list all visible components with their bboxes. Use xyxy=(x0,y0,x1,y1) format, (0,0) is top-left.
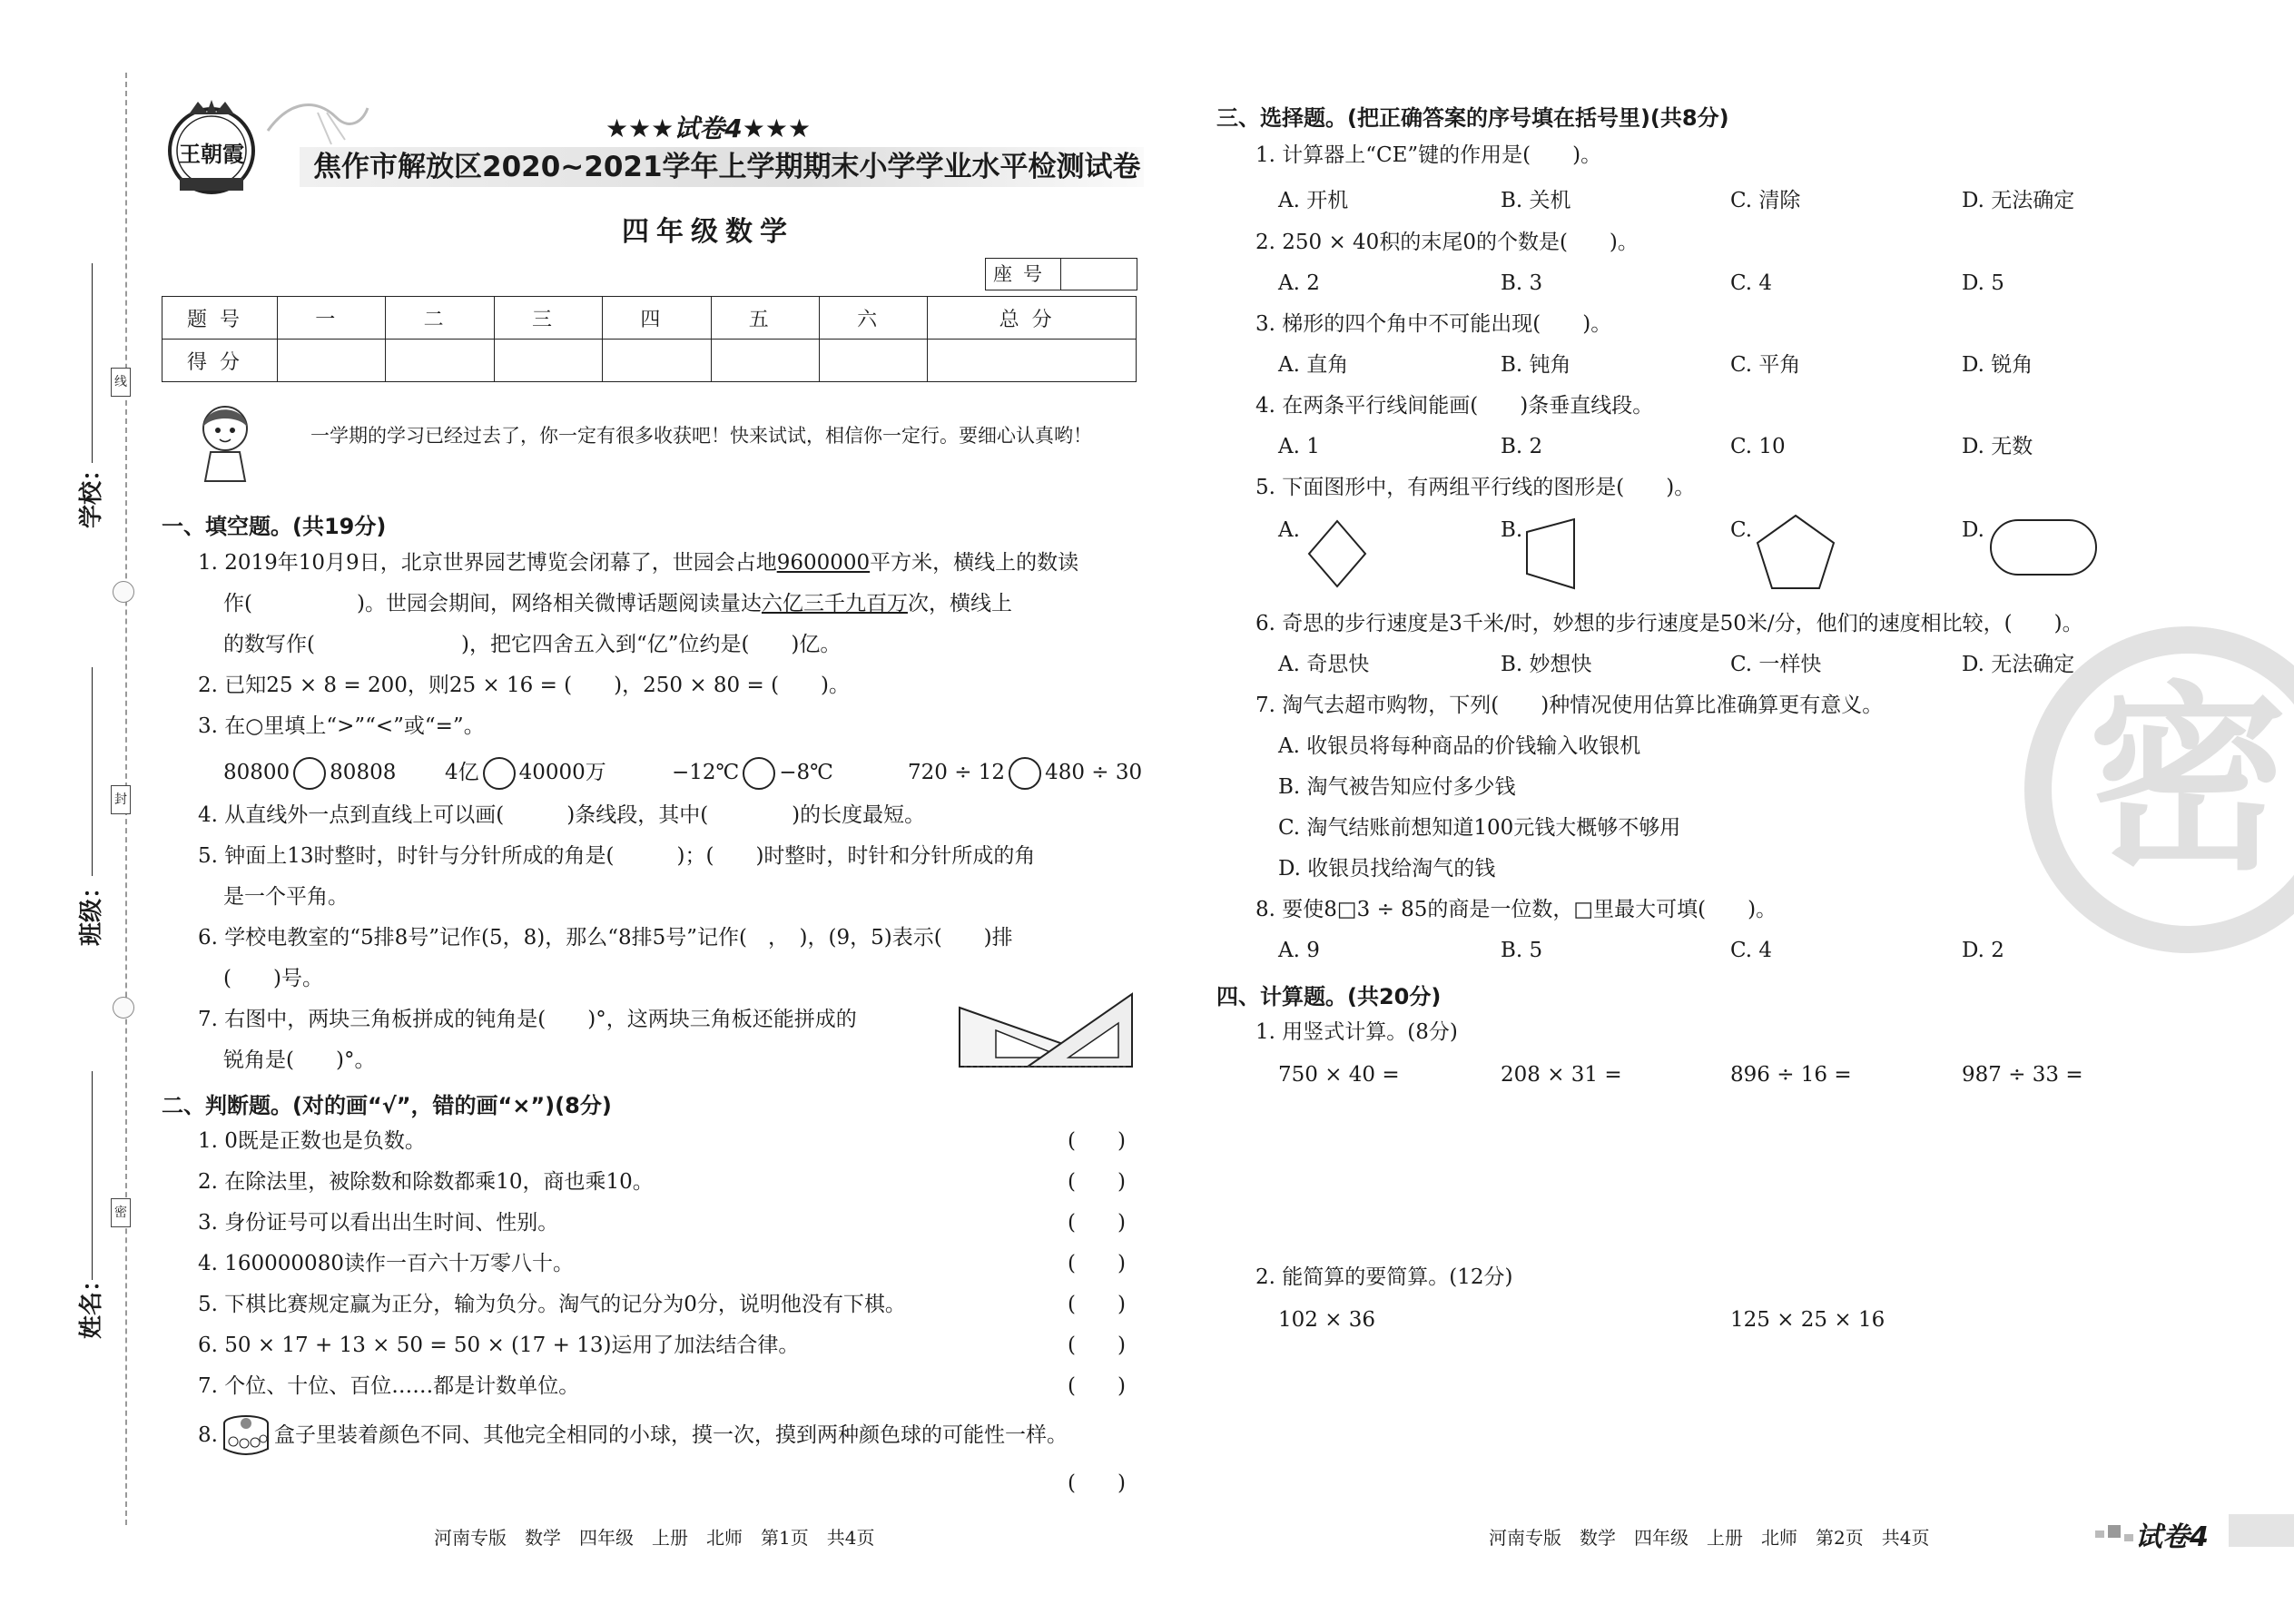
q2: 2. 已知25 × 8 = 200，则25 × 16 = ( )，250 × 80 = ( )。 xyxy=(198,674,851,697)
choice-q5: 5. 下面图形中，有两组平行线的图形是( )。 xyxy=(1255,476,1696,499)
compare-1-b: 80808 xyxy=(330,761,397,784)
seat-input[interactable] xyxy=(1061,259,1137,290)
q1-line-a xyxy=(198,550,1078,576)
pentagon-shape-icon xyxy=(1754,512,1837,594)
score-header-cell: 四 xyxy=(603,297,711,340)
q1b-post: 次，横线上 xyxy=(907,592,1012,615)
q1-line-b xyxy=(223,591,1012,616)
set-squares-figure-icon xyxy=(955,989,1137,1071)
compare-4-b: 480 ÷ 30 xyxy=(1045,761,1143,784)
logo xyxy=(162,98,261,198)
score-cell[interactable] xyxy=(494,340,602,382)
choice-option: D. 无数 xyxy=(1962,435,2033,458)
choice-option: D. 收银员找给淘气的钱 xyxy=(1278,857,1496,881)
choice-q1: 1. 计算器上“CE”键的作用是( )。 xyxy=(1255,143,1602,167)
seat-number-box xyxy=(985,258,1137,290)
calc2-item: 125 × 25 × 16 xyxy=(1730,1308,1885,1332)
intro-text: 一学期的学习已经过去了，你一定有很多收获吧！快来试试，相信你一定行。要细心认真哟！ xyxy=(310,425,1092,447)
q1a-post: 平方米，横线上的数读 xyxy=(870,551,1079,575)
seat-label: 座号 xyxy=(986,259,1061,290)
choice-option: C. 4 xyxy=(1730,271,1773,295)
score-row-label: 得分 xyxy=(162,340,278,382)
section-1-title: 一、填空题。(共19分) xyxy=(162,514,387,539)
choice-option: A. xyxy=(1278,518,1300,542)
choice-option: D. 2 xyxy=(1962,939,2004,962)
score-header-cell: 一 xyxy=(278,297,386,340)
score-cell[interactable] xyxy=(278,340,386,382)
q1b-pre: 作( )。世园会期间，网络相关微博话题阅读量达 xyxy=(223,592,762,615)
compare-2 xyxy=(445,757,606,790)
judge-paren[interactable]: ( ) xyxy=(1068,1374,1126,1398)
calc-sub2: 2. 能简算的要简算。(12分) xyxy=(1255,1265,1513,1289)
compare-circle[interactable] xyxy=(293,757,326,790)
score-cell[interactable] xyxy=(603,340,711,382)
choice-q4: 4. 在两条平行线间能画( )条垂直线段。 xyxy=(1255,394,1654,418)
q6-line-a: 6. 学校电教室的“5排8号”记作(5，8)，那么“8排5号”记作( ， )，(9，5)表示( )排 xyxy=(198,926,1013,950)
compare-3 xyxy=(672,757,833,790)
school-line xyxy=(92,263,93,463)
footer-decor xyxy=(2124,1534,2133,1541)
q1b-number: 六亿三千九百万 xyxy=(761,592,908,615)
choice-option: B. 5 xyxy=(1501,939,1543,962)
choice-option: B. 关机 xyxy=(1501,189,1571,212)
judge-item: 5. 下棋比赛规定赢为正分，输为负分。淘气的记分为0分，说明他没有下棋。 xyxy=(198,1293,906,1316)
compare-3-b: −8℃ xyxy=(779,761,833,784)
judge-item: 3. 身份证号可以看出出生时间、性别。 xyxy=(198,1211,559,1235)
class-line xyxy=(92,667,93,876)
trapezoid-shape-icon xyxy=(1523,516,1578,592)
calc-item: 750 × 40 = xyxy=(1278,1063,1400,1087)
score-header-cell: 五 xyxy=(711,297,819,340)
compare-4-a: 720 ÷ 12 xyxy=(908,761,1006,784)
q1a-pre: 1. 2019年10月9日，北京世界园艺博览会闭幕了，世园会占地 xyxy=(198,551,777,575)
q7-line-a: 7. 右图中，两块三角板拼成的钝角是( )°，这两块三角板还能拼成的 xyxy=(198,1008,857,1031)
logo-text: 王朝霞 xyxy=(179,141,244,167)
section-3-title: 三、选择题。(把正确答案的序号填在括号里)(共8分) xyxy=(1216,105,1729,131)
choice-option: B. 妙想快 xyxy=(1501,653,1592,676)
choice-option: C. 平角 xyxy=(1730,353,1801,377)
binding-hole xyxy=(113,997,134,1019)
compare-4 xyxy=(908,757,1142,790)
score-value-row xyxy=(162,340,1137,382)
score-header-cell: 二 xyxy=(386,297,494,340)
score-header-cell: 六 xyxy=(819,297,927,340)
q1a-number: 9600000 xyxy=(776,551,871,575)
compare-1-a: 80800 xyxy=(223,761,290,784)
score-cell[interactable] xyxy=(928,340,1137,382)
score-table xyxy=(162,296,1137,382)
score-header-cell: 总分 xyxy=(928,297,1137,340)
calc-sub1: 1. 用竖式计算。(8分) xyxy=(1255,1020,1458,1044)
score-cell[interactable] xyxy=(386,340,494,382)
ball-box-icon xyxy=(221,1414,271,1458)
girl-mascot-icon xyxy=(189,399,261,486)
footer-right: 河南专版 数学 四年级 上册 北师 第2页 共4页 xyxy=(1489,1527,1930,1549)
section-2-title: 二、判断题。(对的画“√”，错的画“×”)(8分) xyxy=(162,1093,612,1118)
choice-q7: 7. 淘气去超市购物，下列( )种情况使用估算比准确算更有意义。 xyxy=(1255,694,1884,717)
judge-paren[interactable]: ( ) xyxy=(1068,1170,1126,1194)
score-header-cell: 三 xyxy=(494,297,602,340)
footer-tab xyxy=(2229,1514,2294,1547)
q3: 3. 在○里填上“>”“<”或“=”。 xyxy=(198,714,485,738)
choice-option: C. 清除 xyxy=(1730,189,1801,212)
q5-line-b: 是一个平角。 xyxy=(223,885,349,909)
choice-option: B. 钝角 xyxy=(1501,353,1571,377)
q6-line-b: ( )号。 xyxy=(223,967,323,990)
score-header-row xyxy=(162,297,1137,340)
choice-option: B. 淘气被告知应付多少钱 xyxy=(1278,775,1516,799)
choice-option: A. 2 xyxy=(1278,271,1320,295)
footer-left: 河南专版 数学 四年级 上册 北师 第1页 共4页 xyxy=(434,1527,875,1549)
calc-work-area[interactable] xyxy=(1278,1098,2186,1253)
footer-decor xyxy=(2095,1530,2104,1538)
watermark-text: 密 xyxy=(2087,664,2288,897)
compare-2-a: 4亿 xyxy=(445,761,479,784)
seal-marker-seal: 封 xyxy=(111,785,131,814)
judge-item: 2. 在除法里，被除数和除数都乘10，商也乘10。 xyxy=(198,1170,654,1194)
compare-3-a: −12℃ xyxy=(672,761,740,784)
choice-q2: 2. 250 × 40积的末尾0的个数是( )。 xyxy=(1255,231,1639,254)
name-label: 姓名： xyxy=(78,1267,105,1339)
school-label: 学校： xyxy=(78,457,105,528)
name-line xyxy=(92,1071,93,1280)
judge-paren[interactable]: ( ) xyxy=(1068,1211,1126,1235)
rhombus-shape-icon xyxy=(1305,517,1369,590)
section-4-title: 四、计算题。(共20分) xyxy=(1216,984,1442,1009)
calc-item: 987 ÷ 33 = xyxy=(1962,1063,2083,1087)
seal-marker-secret: 密 xyxy=(111,1198,131,1227)
score-header-cell: 题号 xyxy=(162,297,278,340)
judge-item: 4. 160000080读作一百六十万零八十。 xyxy=(198,1252,574,1275)
judge-paren[interactable]: ( ) xyxy=(1068,1252,1126,1275)
footer-decor xyxy=(2108,1525,2121,1538)
choice-option: A. 9 xyxy=(1278,939,1320,962)
choice-option: C. 一样快 xyxy=(1730,653,1822,676)
choice-option: B. 3 xyxy=(1501,271,1543,295)
choice-option: B. xyxy=(1501,518,1523,542)
judge-item-8-text: 盒子里装着颜色不同、其他完全相同的小球，摸一次，摸到两种颜色球的可能性一样。 xyxy=(274,1423,1068,1447)
ribbon-decoration-icon xyxy=(263,94,372,149)
judge-item-8-number: 8. xyxy=(198,1423,218,1447)
class-label: 班级： xyxy=(78,874,105,946)
score-cell[interactable] xyxy=(711,340,819,382)
choice-option: A. 奇思快 xyxy=(1278,653,1370,676)
choice-option: A. 收银员将每种商品的价钱输入收银机 xyxy=(1278,734,1641,758)
compare-2-b: 40000万 xyxy=(518,761,606,784)
footer-tag: 试卷4 xyxy=(2135,1521,2209,1553)
judge-paren[interactable]: ( ) xyxy=(1068,1334,1126,1357)
choice-q3: 3. 梯形的四个角中不可能出现( )。 xyxy=(1255,312,1612,336)
judge-item: 1. 0既是正数也是负数。 xyxy=(198,1129,426,1153)
choice-option: B. 2 xyxy=(1501,435,1543,458)
exam-title: 焦作市解放区2020~2021学年上学期期末小学学业水平检测试卷 xyxy=(313,151,1141,183)
binding-hole xyxy=(113,581,134,603)
stadium-shape-icon xyxy=(1988,516,2101,579)
judge-item: 7. 个位、十位、百位……都是计数单位。 xyxy=(198,1374,580,1398)
compare-1 xyxy=(223,757,396,790)
judge-item: 6. 50 × 17 + 13 × 50 = 50 × (17 + 13)运用了加法结合律。 xyxy=(198,1334,800,1357)
compare-circle[interactable] xyxy=(483,757,516,790)
choice-q8: 8. 要使8□3 ÷ 85的商是一位数，□里最大可填( )。 xyxy=(1255,898,1777,921)
choice-option: D. 无法确定 xyxy=(1962,653,2075,676)
choice-option: C. 4 xyxy=(1730,939,1773,962)
choice-option: C. xyxy=(1730,518,1753,542)
q7-line-b: 锐角是( )°。 xyxy=(223,1048,376,1072)
choice-option: D. 锐角 xyxy=(1962,353,2033,377)
choice-option: C. 10 xyxy=(1730,435,1786,458)
judge-paren[interactable]: ( ) xyxy=(1068,1293,1126,1316)
compare-circle[interactable] xyxy=(1009,757,1041,790)
choice-option: A. 1 xyxy=(1278,435,1320,458)
judge-paren[interactable]: ( ) xyxy=(1068,1471,1126,1495)
q1-line-c: 的数写作( )，把它四舍五入到“亿”位约是( )亿。 xyxy=(223,633,842,656)
q4: 4. 从直线外一点到直线上可以画( )条线段，其中( )的长度最短。 xyxy=(198,803,926,827)
calc2-item: 102 × 36 xyxy=(1278,1308,1376,1332)
judge-paren[interactable]: ( ) xyxy=(1068,1129,1126,1153)
calc-item: 896 ÷ 16 = xyxy=(1730,1063,1852,1087)
series-label: ★★★试卷4★★★ xyxy=(605,113,812,143)
compare-circle[interactable] xyxy=(743,757,775,790)
choice-option: C. 淘气结账前想知道100元钱大概够不够用 xyxy=(1278,816,1681,840)
choice-option: D. xyxy=(1962,518,1984,542)
subject-title: 四年级数学 xyxy=(622,216,794,248)
calc2-work-area[interactable] xyxy=(1278,1343,2186,1507)
choice-option: D. 5 xyxy=(1962,271,2004,295)
choice-q6: 6. 奇思的步行速度是3千米/时，妙想的步行速度是50米/分，他们的速度相比较，( )。 xyxy=(1255,612,2083,635)
seal-marker-line: 线 xyxy=(111,368,131,397)
choice-option: D. 无法确定 xyxy=(1962,189,2075,212)
calc-item: 208 × 31 = xyxy=(1501,1063,1622,1087)
q5-line-a: 5. 钟面上13时整时，时针与分针所成的角是( )；( )时整时，时针和分针所成的角 xyxy=(198,844,1036,868)
choice-option: A. 开机 xyxy=(1278,189,1349,212)
choice-option: A. 直角 xyxy=(1278,353,1349,377)
score-cell[interactable] xyxy=(819,340,927,382)
